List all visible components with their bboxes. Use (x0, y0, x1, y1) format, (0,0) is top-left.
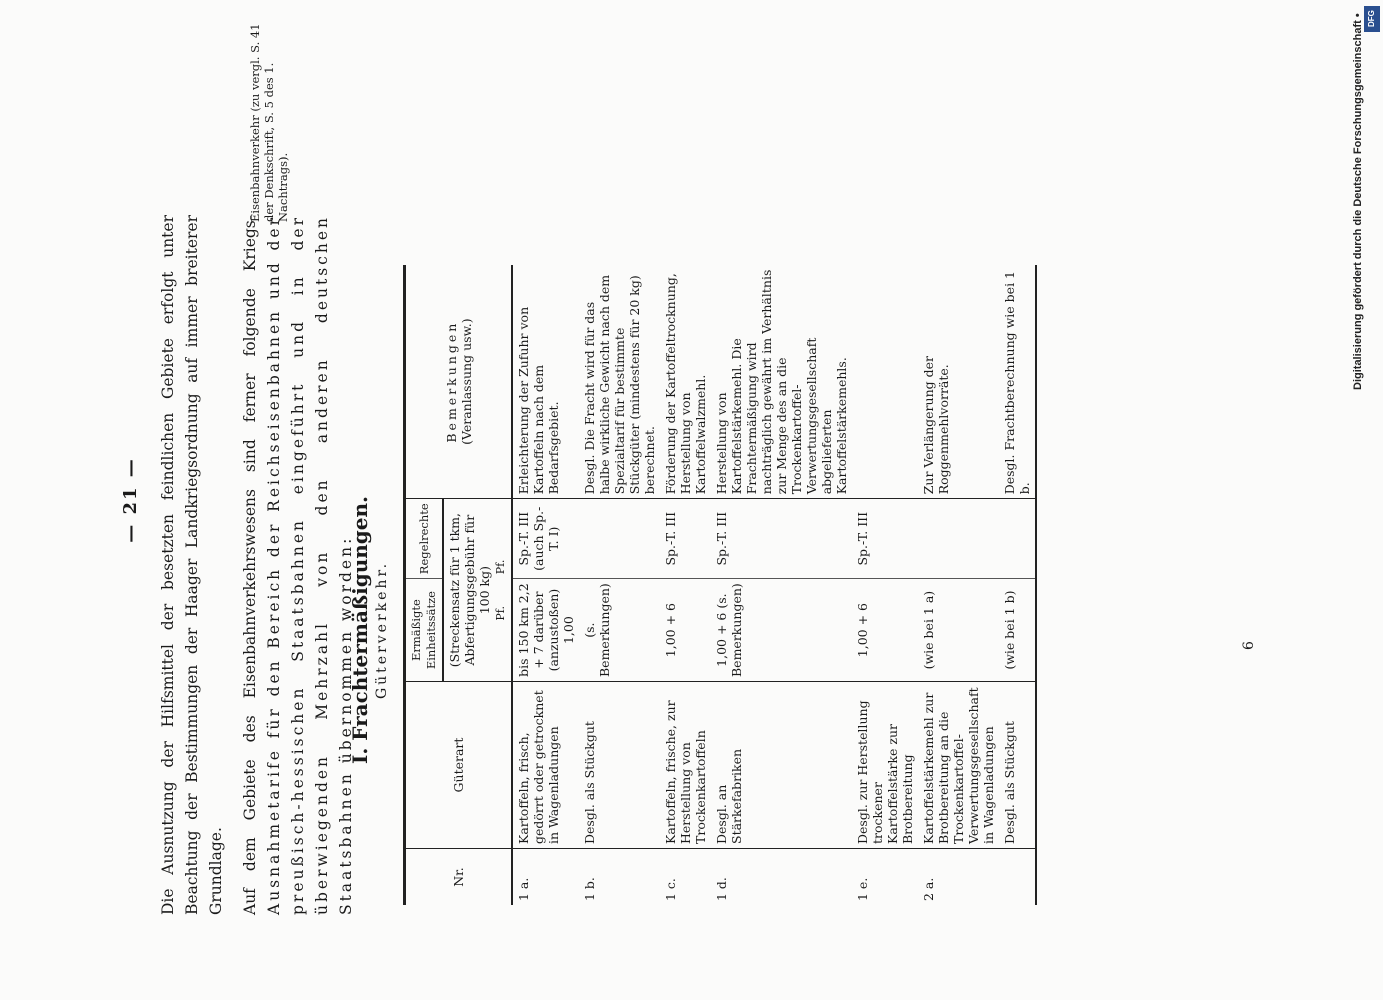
rail-paragraph (238, 215, 358, 915)
row-nr: 1 a. (512, 849, 579, 906)
row-ermaessigt: 1,00 + 6 (663, 602, 678, 658)
row-regelrecht: Sp.-T. III (660, 499, 711, 579)
row-gut: Kartoffelstärkemehl zur Brotbereitung an die Trockenkartoffel-Verwertungsgesellschaft in Wagenladungen (918, 682, 999, 849)
row-ermaessigt: (s. Bemerkungen) (582, 583, 612, 677)
page-signature: 6 (1240, 641, 1257, 650)
row-gut: Kartoffeln, frisch, gedörrt oder getrocknet in Wagenladungen (512, 682, 579, 849)
row-ermaessigt: bis 150 km 2,2 + 7 darüber (anzustoßen) 1,00 (516, 583, 576, 677)
row-nr: 1 e. (852, 849, 918, 906)
row-ermaessigt: (wie bei 1 a) (921, 590, 936, 670)
section-title: I. Frachtermäßigungen. (348, 495, 372, 765)
row-bemerkung: Desgl. Die Fracht wird für das halbe wirkliche Gewicht nach dem Spezialtarif für bestimmte Stückgüter (mindestens für 20 kg) berechnet. (579, 265, 660, 499)
table-row (852, 265, 918, 905)
tariff-table (403, 265, 1037, 905)
table-row (512, 265, 579, 905)
row-nr: 2 a. (918, 849, 999, 906)
row-regelrecht: Sp.-T. III (auch Sp.-T. I) (512, 499, 579, 579)
intro-paragraph: Die Ausnutzung der Hilfsmittel der besetzten feindlichen Gebiete erfolgt unter Beachtung der Bestimmungen der Haager Landkriegsordnung auf immer breiterer Grundlage. (159, 215, 225, 915)
rotated-document-page (120, 0, 1257, 1000)
row-bemerkung: Desgl. Frachtberechnung wie bei 1 b. (999, 265, 1036, 499)
row-regelrecht (999, 499, 1036, 579)
row-ermaessigt: (wie bei 1 b) (1002, 590, 1017, 670)
row-ermaessigt: 1,00 + 6 (855, 602, 870, 658)
header-nr: Nr. (405, 849, 513, 906)
rail-paragraph-lead: Auf dem Gebiete des Eisenbahnverkehrswesens sind ferner folgende Kriegs- (241, 215, 259, 915)
header-einheitssaetze: Einheitssätze (424, 591, 438, 670)
table-row (918, 265, 999, 905)
section-subtitle: Güterverkehr. (374, 560, 390, 700)
row-nr: 1 c. (660, 849, 711, 906)
row-regelrecht: Sp.-T. III (711, 499, 852, 579)
row-gut: Desgl. als Stückgut (579, 682, 660, 849)
row-gut: Desgl. an Stärkefabriken (711, 682, 852, 849)
table-row (579, 265, 660, 905)
header-bemerkungen-sub: (Veranlassung usw.) (458, 318, 474, 445)
dfg-credit: Digitalisierung gefördert durch die Deutsche Forschungsgemeinschaft • (1352, 13, 1364, 390)
table-row (660, 265, 711, 905)
header-ermaessigte-label: Ermäßigte (409, 599, 423, 661)
row-regelrecht (918, 499, 999, 579)
dfg-logo: DFG (1364, 6, 1380, 32)
row-bemerkung (852, 265, 918, 499)
table-row (999, 265, 1036, 905)
row-nr (999, 849, 1036, 906)
page-header: — 21 — (120, 457, 141, 543)
row-bemerkung: Herstellung von Kartoffelstärkemehl. Die Frachtermäßigung wird nachträglich gewährt im Verhältnis zur Menge des an die Trockenkartoffel-Verwertungsgesellschaft abgelieferten Kartoffelstärkemehls. (711, 265, 852, 499)
table-row (711, 265, 852, 905)
row-nr: 1 b. (579, 849, 660, 906)
row-bemerkung: Förderung der Kartoffeltrocknung, Herstellung von Kartoffelwalzmehl. (660, 265, 711, 499)
row-ermaessigt: 1,00 + 6 (s. Bemerkungen) (714, 583, 744, 677)
header-ermaessigte (405, 579, 444, 682)
row-bemerkung: Erleichterung der Zufuhr von Kartoffeln nach dem Bedarfsgebiet. (512, 265, 579, 499)
header-gueterart: Güterart (405, 682, 513, 849)
row-regelrecht (579, 499, 660, 579)
row-regelrecht: Sp.-T. III (852, 499, 918, 579)
side-note: Eisenbahnverkehr (zu vergl. S. 41 der Denkschrift, S. 5 des 1. Nachtrags). (248, 23, 290, 222)
header-regelrechte: Regelrechte (405, 499, 444, 579)
header-pf-r: Pf. (494, 559, 507, 575)
header-einheit-detail (443, 499, 512, 682)
header-bemerkungen (405, 265, 513, 499)
row-gut: Desgl. zur Herstellung trockener Kartoffelstärke zur Brotbereitung (852, 682, 918, 849)
header-bemerkungen-label: Bemerkungen (443, 320, 459, 443)
rail-paragraph-rest: Ausnahmetarife für den Bereich der Reichseisenbahnen und der preußisch-hessischen Staatsbahnen eingeführt und in der überwiegenden Mehrzahl von den anderen deutschen Staatsbahnen übernommen worden: (265, 215, 355, 915)
row-nr: 1 d. (711, 849, 852, 906)
header-pf-e: Pf. (494, 606, 507, 621)
row-bemerkung: Zur Verlängerung der Roggenmehlvorräte. (918, 265, 999, 499)
row-gut: Desgl. als Stückgut (999, 682, 1036, 849)
row-gut: Kartoffeln, frische, zur Herstellung von Trockenkartoffeln (660, 682, 711, 849)
header-einheit-detail-text: (Streckensatz für 1 tkm, Abfertigungsgebühr für 100 kg) (447, 513, 492, 668)
